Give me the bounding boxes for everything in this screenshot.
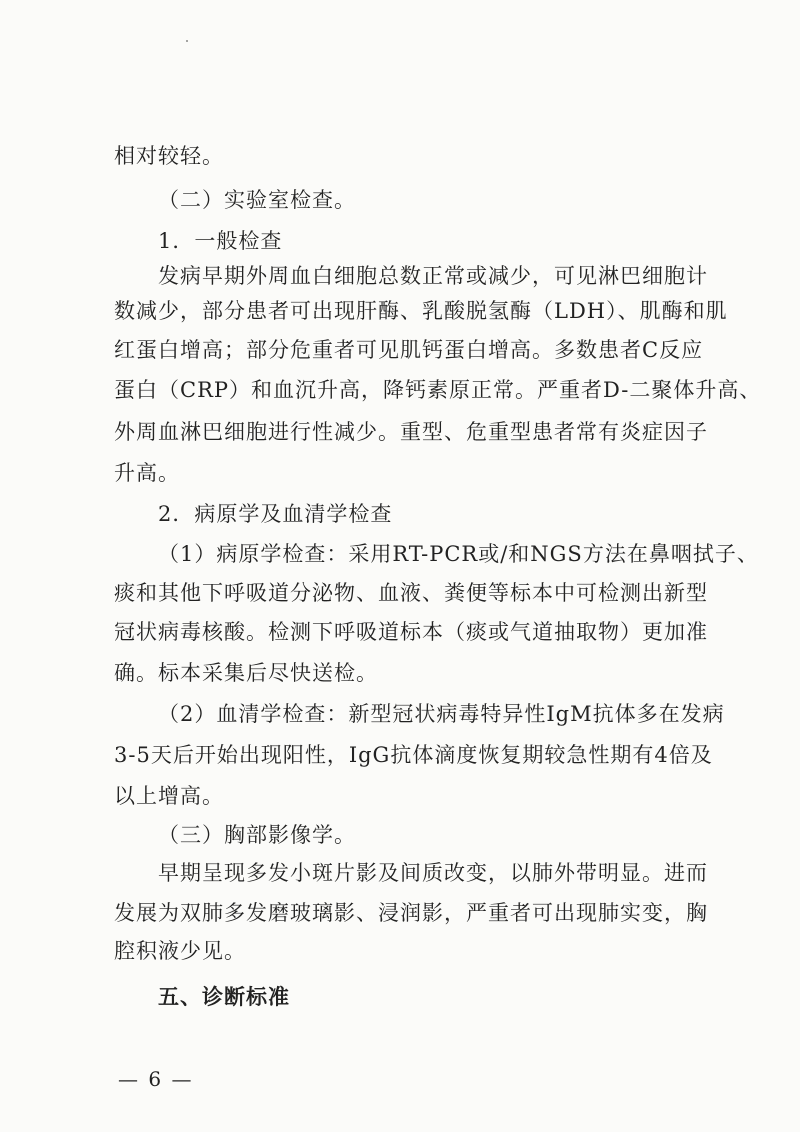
text-line: 痰和其他下呼吸道分泌物、血液、粪便等标本中可检测出新型 <box>114 581 708 605</box>
subsection-heading: 1．一般检查 <box>158 229 283 253</box>
text-line: 冠状病毒核酸。检测下呼吸道标本（痰或气道抽取物）更加准 <box>114 620 708 644</box>
text-line: 腔积液少见。 <box>114 939 246 963</box>
text-line: 升高。 <box>114 461 180 485</box>
text-line: 蛋白（CRP）和血沉升高，降钙素原正常。严重者D-二聚体升高、 <box>114 378 762 402</box>
text-line: 3-5天后开始出现阳性，IgG抗体滴度恢复期较急性期有4倍及 <box>114 743 713 767</box>
page-number: — 6 — <box>118 1067 194 1091</box>
text-line: （1）病原学检查：采用RT-PCR或/和NGS方法在鼻咽拭子、 <box>158 542 759 566</box>
text-line: 以上增高。 <box>114 784 224 808</box>
text-line: 发病早期外周血白细胞总数正常或减少，可见淋巴细胞计 <box>158 264 708 288</box>
text-line: 早期呈现多发小斑片影及间质改变，以肺外带明显。进而 <box>158 861 708 885</box>
text-line: 相对较轻。 <box>114 144 224 168</box>
text-line: 确。标本采集后尽快送检。 <box>114 661 378 685</box>
text-line: 数减少，部分患者可出现肝酶、乳酸脱氢酶（LDH）、肌酶和肌 <box>114 299 728 323</box>
subsection-heading: 2．病原学及血清学检查 <box>158 502 393 526</box>
text-line: （2）血清学检查：新型冠状病毒特异性IgM抗体多在发病 <box>158 702 725 726</box>
section-heading: （三）胸部影像学。 <box>158 823 356 847</box>
text-line: 发展为双肺多发磨玻璃影、浸润影，严重者可出现肺实变，胸 <box>114 901 708 925</box>
chapter-heading: 五、诊断标准 <box>158 985 290 1009</box>
text-line: 红蛋白增高；部分危重者可见肌钙蛋白增高。多数患者C反应 <box>114 338 704 362</box>
section-heading: （二）实验室检查。 <box>158 188 356 212</box>
text-line: 外周血淋巴细胞进行性减少。重型、危重型患者常有炎症因子 <box>114 420 708 444</box>
scan-speck <box>186 40 188 42</box>
